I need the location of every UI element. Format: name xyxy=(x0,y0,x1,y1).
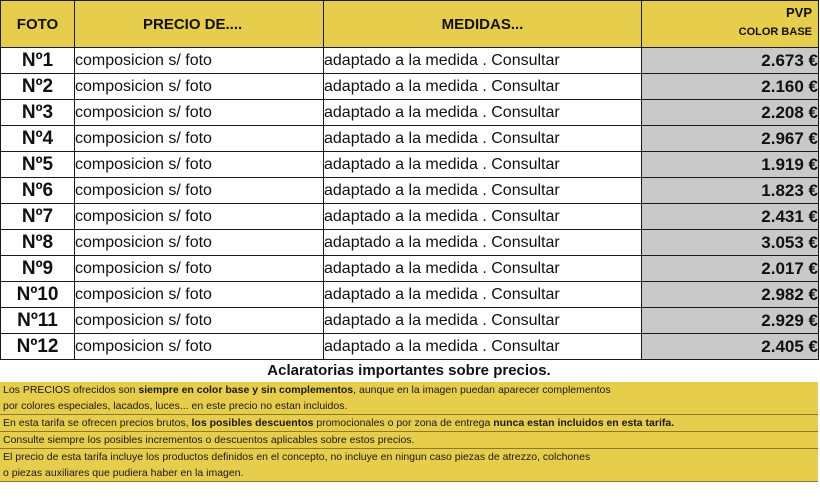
note-text: , aunque en la imagen puedan aparecer complementos xyxy=(353,384,611,396)
header-row xyxy=(1,1,819,48)
row-price: 2.982 € xyxy=(642,282,819,308)
row-price: 2.673 € xyxy=(642,48,819,74)
table-row xyxy=(1,178,819,204)
header-color-base-label: COLOR BASE xyxy=(738,26,812,38)
note-emphasis: los posibles descuentos xyxy=(191,417,314,429)
row-number: Nº8 xyxy=(1,230,75,256)
row-description: composicion s/ foto xyxy=(75,48,324,74)
row-description: composicion s/ foto xyxy=(75,230,324,256)
note-text: Los PRECIOS ofrecidos son xyxy=(3,384,139,396)
note-included-products xyxy=(0,449,818,482)
row-number: Nº2 xyxy=(1,74,75,100)
row-measures: adaptado a la medida . Consultar xyxy=(324,282,642,308)
note-text: promocionales o por zona de entrega xyxy=(313,417,494,429)
note-base-color xyxy=(0,382,818,415)
row-number: Nº4 xyxy=(1,126,75,152)
header-pvp-label: PVP xyxy=(785,5,812,20)
note-consult xyxy=(0,432,818,449)
row-number: Nº5 xyxy=(1,152,75,178)
row-description: composicion s/ foto xyxy=(75,152,324,178)
table-row xyxy=(1,282,819,308)
row-number: Nº3 xyxy=(1,100,75,126)
note-gross-prices xyxy=(0,415,818,432)
row-price: 2.017 € xyxy=(642,256,819,282)
row-price: 3.053 € xyxy=(642,230,819,256)
row-description: composicion s/ foto xyxy=(75,74,324,100)
note-text: o piezas auxiliares que pudiera haber en la imagen. xyxy=(3,467,244,479)
row-price: 2.929 € xyxy=(642,308,819,334)
row-description: composicion s/ foto xyxy=(75,178,324,204)
note-text: En esta tarifa se ofrecen precios brutos, xyxy=(3,417,192,429)
notes-title: Aclaratorias importantes sobre precios. xyxy=(267,362,551,379)
row-measures: adaptado a la medida . Consultar xyxy=(324,178,642,204)
table-row xyxy=(1,126,819,152)
row-price: 2.431 € xyxy=(642,204,819,230)
row-number: Nº1 xyxy=(1,48,75,74)
row-measures: adaptado a la medida . Consultar xyxy=(324,100,642,126)
table-row xyxy=(1,100,819,126)
row-measures: adaptado a la medida . Consultar xyxy=(324,230,642,256)
row-measures: adaptado a la medida . Consultar xyxy=(324,334,642,360)
row-price: 1.823 € xyxy=(642,178,819,204)
row-description: composicion s/ foto xyxy=(75,204,324,230)
note-text: El precio de esta tarifa incluye los productos definidos en el concepto, no incluye en ningun caso piezas de atrezzo, colchones xyxy=(3,451,591,463)
row-price: 2.160 € xyxy=(642,74,819,100)
table-row xyxy=(1,152,819,178)
row-description: composicion s/ foto xyxy=(75,100,324,126)
row-measures: adaptado a la medida . Consultar xyxy=(324,74,642,100)
table-row xyxy=(1,48,819,74)
note-emphasis: siempre en color base y sin complementos xyxy=(138,384,354,396)
row-measures: adaptado a la medida . Consultar xyxy=(324,48,642,74)
table-row xyxy=(1,230,819,256)
row-price: 2.405 € xyxy=(642,334,819,360)
row-number: Nº11 xyxy=(1,308,75,334)
row-measures: adaptado a la medida . Consultar xyxy=(324,152,642,178)
table-row xyxy=(1,308,819,334)
note-text: Consulte siempre los posibles incrementos o descuentos aplicables sobre estos precios. xyxy=(3,434,415,446)
header-pvp xyxy=(642,1,819,48)
table-row xyxy=(1,256,819,282)
note-emphasis: nunca estan incluidos en esta tarifa. xyxy=(493,417,675,429)
header-foto: FOTO xyxy=(1,1,75,48)
row-price: 1.919 € xyxy=(642,152,819,178)
row-number: Nº12 xyxy=(1,334,75,360)
row-measures: adaptado a la medida . Consultar xyxy=(324,126,642,152)
row-description: composicion s/ foto xyxy=(75,334,324,360)
row-measures: adaptado a la medida . Consultar xyxy=(324,204,642,230)
row-description: composicion s/ foto xyxy=(75,256,324,282)
row-measures: adaptado a la medida . Consultar xyxy=(324,256,642,282)
table-row xyxy=(1,334,819,360)
row-description: composicion s/ foto xyxy=(75,126,324,152)
row-number: Nº10 xyxy=(1,282,75,308)
row-price: 2.967 € xyxy=(642,126,819,152)
row-measures: adaptado a la medida . Consultar xyxy=(324,308,642,334)
row-number: Nº9 xyxy=(1,256,75,282)
table-row xyxy=(1,74,819,100)
row-price: 2.208 € xyxy=(642,100,819,126)
notes-block xyxy=(0,382,818,482)
row-description: composicion s/ foto xyxy=(75,282,324,308)
header-precio: PRECIO DE.... xyxy=(75,1,324,48)
row-description: composicion s/ foto xyxy=(75,308,324,334)
row-number: Nº6 xyxy=(1,178,75,204)
table-row xyxy=(1,204,819,230)
header-medidas: MEDIDAS... xyxy=(324,1,642,48)
row-number: Nº7 xyxy=(1,204,75,230)
note-text: por colores especiales, lacados, luces... en este precio no estan incluidos. xyxy=(3,400,348,412)
